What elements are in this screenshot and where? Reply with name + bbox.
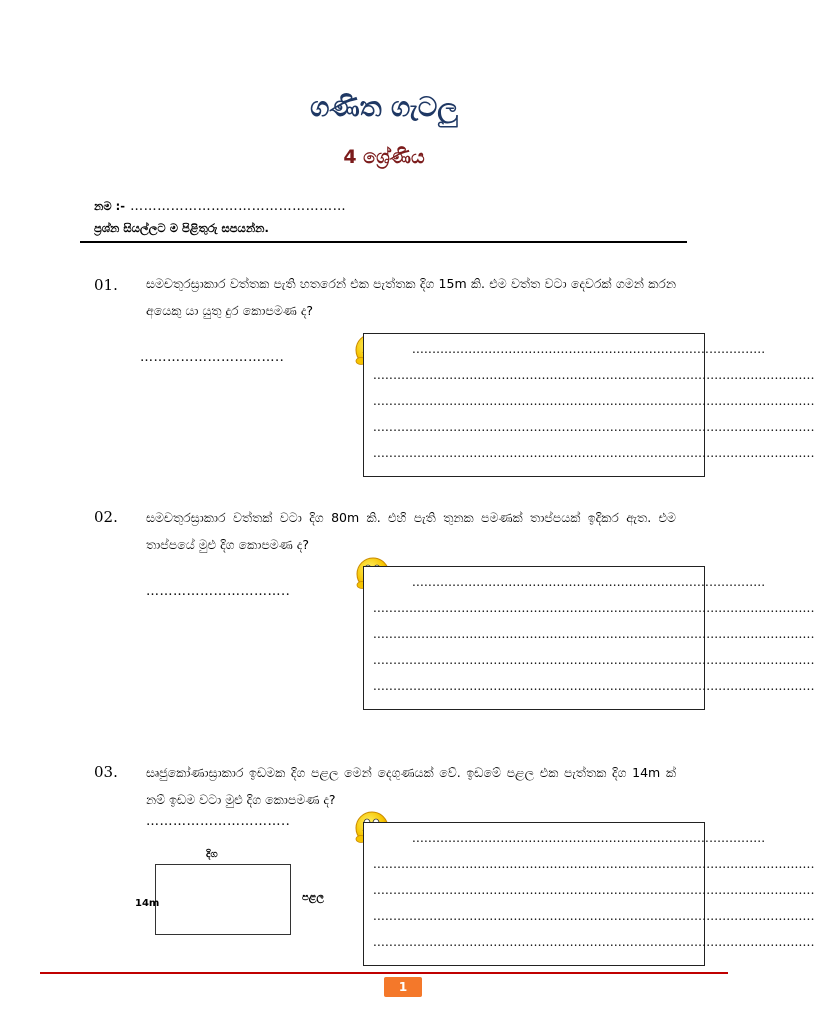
- work-line: ........................................................................................: [412, 831, 766, 845]
- work-line: ..............................................................................................................: [373, 935, 815, 949]
- work-line: ..............................................................................................................: [373, 627, 815, 641]
- work-line: ..............................................................................................................: [373, 601, 815, 615]
- header-divider: [80, 241, 687, 243]
- name-row: [94, 195, 346, 214]
- instruction-text: ප්‍රශ්න සියල්ලට ම පිළිතුරු සපයන්න.: [94, 221, 269, 235]
- work-line: ........................................................................................: [412, 342, 766, 356]
- question-number: 01.: [94, 276, 118, 294]
- question-number: 03.: [94, 763, 118, 781]
- answer-line[interactable]: …………………………..: [140, 350, 285, 365]
- question-text: සමචතුරස්‍රාකාර වත්තක පැති හතරෙන් එක පැත්තක දිග 15m කි. එම වත්ත වටා දෙවරක් ගමන් කරන අයෙකු යා යුතු දුර කොපමණ ද?: [146, 276, 676, 318]
- work-line: ..............................................................................................................: [373, 857, 815, 871]
- answer-line[interactable]: …………………………..: [146, 814, 291, 829]
- page-title: ගණිත ගැටලු: [310, 92, 458, 123]
- page-number-badge: 1: [384, 977, 422, 997]
- answer-box[interactable]: [363, 566, 815, 710]
- land-rectangle: [155, 864, 291, 935]
- footer-line: [40, 972, 728, 974]
- diagram-length-label: දිග: [206, 849, 218, 860]
- work-line: ..............................................................................................................: [373, 394, 815, 408]
- work-line: ..............................................................................................................: [373, 883, 815, 897]
- diagram-side-value: 14m: [135, 898, 160, 909]
- answer-line[interactable]: …………………………..: [146, 584, 291, 599]
- work-line: ..............................................................................................................: [373, 653, 815, 667]
- grade-subtitle: 4 ශ්‍රේණිය: [343, 146, 425, 168]
- answer-box[interactable]: [363, 333, 815, 477]
- work-line: ..............................................................................................................: [373, 420, 815, 434]
- question-text: සමචතුරස්‍රාකාර වත්තක් වටා දිග 80m කි. එහි පැති තුනක පමණක් තාප්පයක් ඉදිකර ඇත. එම තාප්පයේ මුළු දිග කොපමණ ද?: [146, 510, 676, 552]
- answer-box[interactable]: [363, 822, 815, 966]
- name-label: නම :-: [94, 199, 125, 213]
- work-line: ..............................................................................................................: [373, 909, 815, 923]
- work-line: ..............................................................................................................: [373, 446, 815, 460]
- work-line: ........................................................................................: [412, 575, 766, 589]
- question-number: 02.: [94, 508, 118, 526]
- question-text: සෘජුකෝණාස්‍රාකාර ඉඩමක දිග පළල මෙන් දෙගුණයක් වේ. ඉඩමේ පළල එක පැත්තක දිග 14m ක් නම් ඉඩම වටා මුළු දිග කොපමණ ද?: [146, 765, 676, 807]
- work-line: ..............................................................................................................: [373, 368, 815, 382]
- name-field[interactable]: …………………………………………: [130, 199, 347, 214]
- diagram-width-label: පළල: [302, 892, 325, 903]
- work-line: ..............................................................................................................: [373, 679, 815, 693]
